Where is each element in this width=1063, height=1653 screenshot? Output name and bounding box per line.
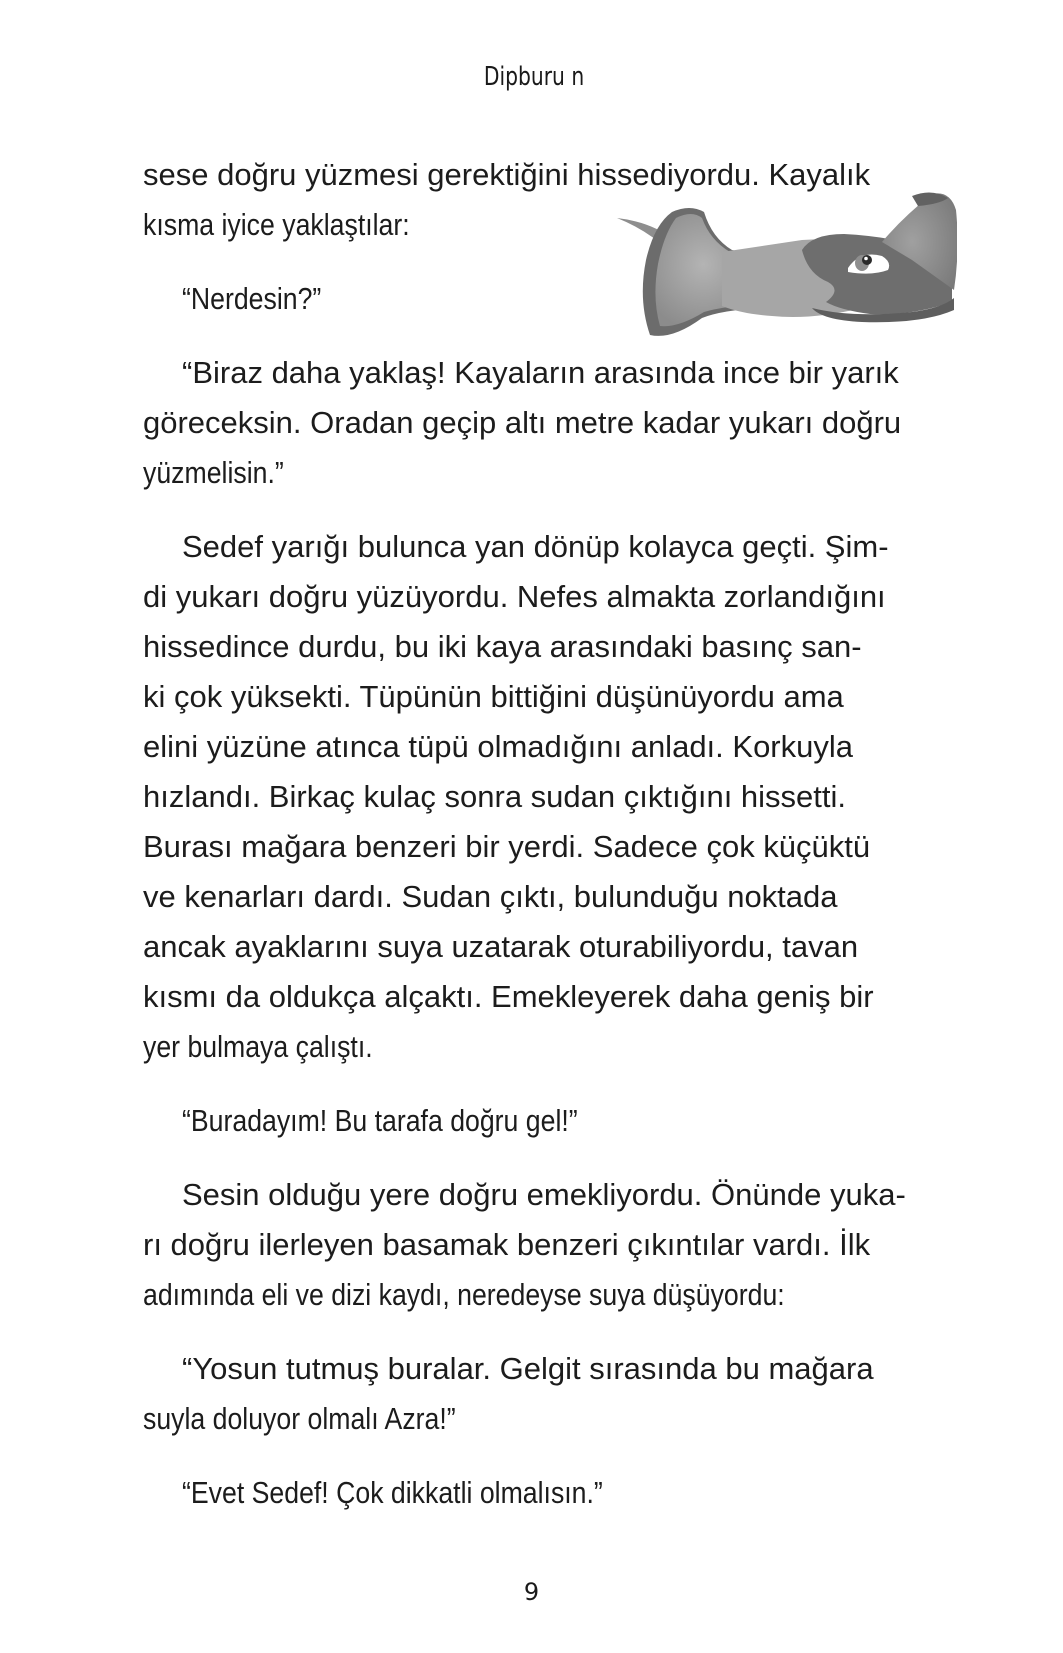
text-line: Sesin olduğu yere doğru emekliyordu. Önünde yuka- [182, 1177, 906, 1212]
text-line: ve kenarları dardı. Sudan çıktı, bulunduğu noktada [143, 879, 838, 914]
text-line: göreceksin. Oradan geçip altı metre kadar yukarı doğru [143, 405, 902, 440]
text-line: kısma iyice yaklaştılar: [143, 207, 410, 242]
paragraph [143, 1468, 945, 1518]
body-text [143, 150, 945, 1518]
text-line: hızlandı. Birkaç kulaç sonra sudan çıktığını hissetti. [143, 779, 847, 814]
paragraph [143, 348, 945, 498]
text-line: ancak ayaklarını suya uzatarak oturabiliyordu, tavan [143, 929, 859, 964]
text-line: suyla doluyor olmalı Azra!” [143, 1401, 456, 1436]
text-line: ki çok yüksekti. Tüpünün bittiğini düşünüyordu ama [143, 679, 844, 714]
running-head-title: Dipburu n [483, 62, 585, 92]
paragraph [143, 1096, 945, 1146]
paragraph [143, 150, 945, 250]
paragraph [143, 1170, 945, 1320]
text-line: kısmı da oldukça alçaktı. Emekleyerek daha geniş bir [143, 979, 874, 1014]
text-line: yer bulmaya çalıştı. [143, 1029, 373, 1064]
text-line: “Nerdesin?” [182, 281, 322, 316]
page-number: 9 [523, 1578, 540, 1606]
text-line: Burası mağara benzeri bir yerdi. Sadece çok küçüktü [143, 829, 871, 864]
text-line: “Buradayım! Bu tarafa doğru gel!” [182, 1103, 578, 1138]
paragraph [143, 1344, 945, 1444]
paragraph [143, 522, 945, 1072]
text-line: Sedef yarığı bulunca yan dönüp kolayca geçti. Şim- [182, 529, 889, 564]
text-line: di yukarı doğru yüzüyordu. Nefes almakta zorlandığını [143, 579, 886, 614]
text-line: “Biraz daha yaklaş! Kayaların arasında ince bir yarık [182, 355, 899, 390]
text-line: yüzmelisin.” [143, 455, 284, 490]
text-line: “Evet Sedef! Çok dikkatli olmalısın.” [182, 1475, 603, 1510]
text-line: sese doğru yüzmesi gerektiğini hissediyordu. Kayalık [143, 157, 871, 192]
text-line: adımında eli ve dizi kaydı, neredeyse suya düşüyordu: [143, 1277, 785, 1312]
paragraph [143, 274, 945, 324]
text-line: hissedince durdu, bu iki kaya arasındaki basınç san- [143, 629, 862, 664]
text-line: rı doğru ilerleyen basamak benzeri çıkıntılar vardı. İlk [143, 1227, 871, 1262]
text-line: elini yüzüne atınca tüpü olmadığını anladı. Korkuyla [143, 729, 854, 764]
text-line: “Yosun tutmuş buralar. Gelgit sırasında bu mağara [182, 1351, 874, 1386]
